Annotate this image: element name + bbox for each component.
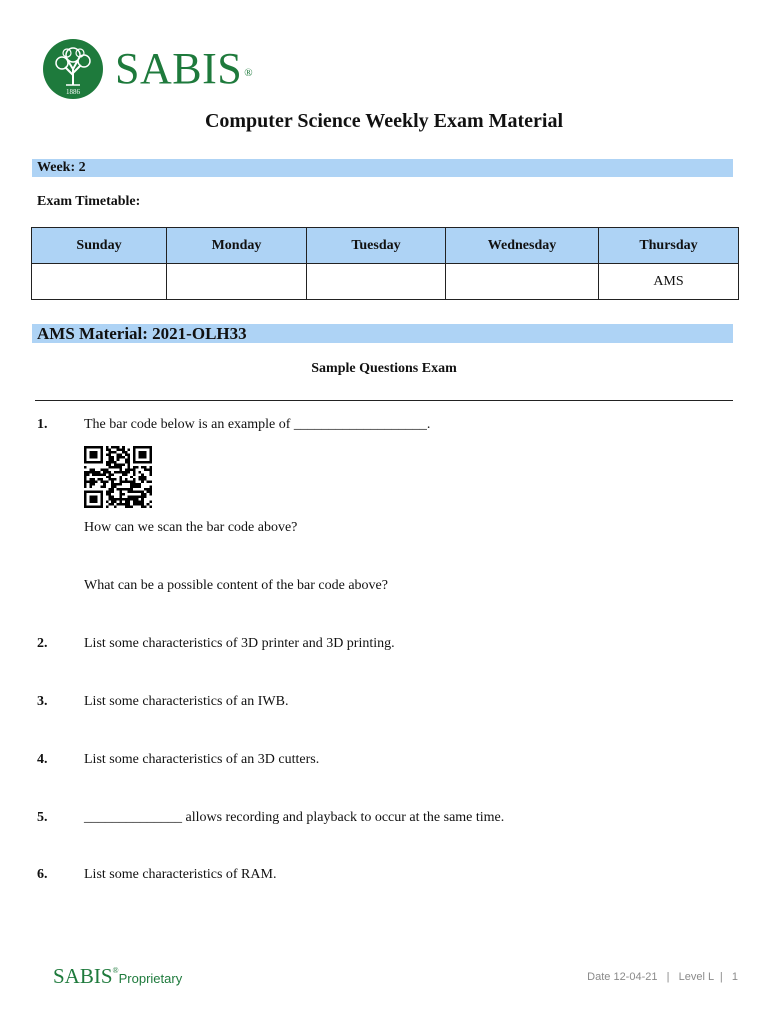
timetable-cell	[307, 264, 446, 300]
exam-timetable	[31, 227, 739, 300]
section-subtitle: Sample Questions Exam	[311, 361, 457, 376]
question-number: 2.	[37, 636, 48, 651]
week-label: Week: 2	[37, 160, 86, 175]
question-text: What can be a possible content of the bar code above?	[84, 578, 388, 593]
question-text: The bar code below is an example of ___________________.	[84, 417, 431, 432]
divider	[35, 400, 733, 401]
sabis-tree-logo-icon	[40, 39, 106, 99]
timetable-header-cell: Sunday	[32, 228, 167, 264]
timetable-header-cell: Thursday	[599, 228, 739, 264]
question-number: 6.	[37, 867, 48, 882]
brand-logo-text: SABIS ®	[115, 44, 254, 93]
question-text: List some characteristics of RAM.	[84, 867, 277, 882]
timetable-label: Exam Timetable:	[37, 194, 141, 209]
timetable-header-cell: Wednesday	[446, 228, 599, 264]
question-text: How can we scan the bar code above?	[84, 520, 298, 535]
qr-code-icon	[84, 446, 152, 508]
question-text: ______________ allows recording and playback to occur at the same time.	[84, 810, 505, 825]
logo-year: 1886	[66, 88, 80, 96]
timetable-cell	[167, 264, 307, 300]
ams-heading: AMS Material: 2021-OLH33	[37, 324, 247, 343]
timetable-cell	[446, 264, 599, 300]
footer-brand: SABIS®Proprietary	[53, 964, 183, 988]
timetable-cell: AMS	[599, 264, 739, 300]
page-title: Computer Science Weekly Exam Material	[204, 110, 564, 132]
timetable-header-cell: Tuesday	[307, 228, 446, 264]
footer-date-level-page: Date 12-04-21 | Level L | 1	[587, 971, 738, 983]
question-text: List some characteristics of 3D printer and 3D printing.	[84, 636, 395, 651]
question-text: List some characteristics of an 3D cutters.	[84, 752, 320, 767]
question-number: 5.	[37, 810, 48, 825]
question-text: List some characteristics of an IWB.	[84, 694, 289, 709]
week-band	[32, 159, 733, 177]
question-number: 3.	[37, 694, 48, 709]
timetable-header-cell: Monday	[167, 228, 307, 264]
question-number: 4.	[37, 752, 48, 767]
question-number: 1.	[37, 417, 48, 432]
timetable-cell	[32, 264, 167, 300]
